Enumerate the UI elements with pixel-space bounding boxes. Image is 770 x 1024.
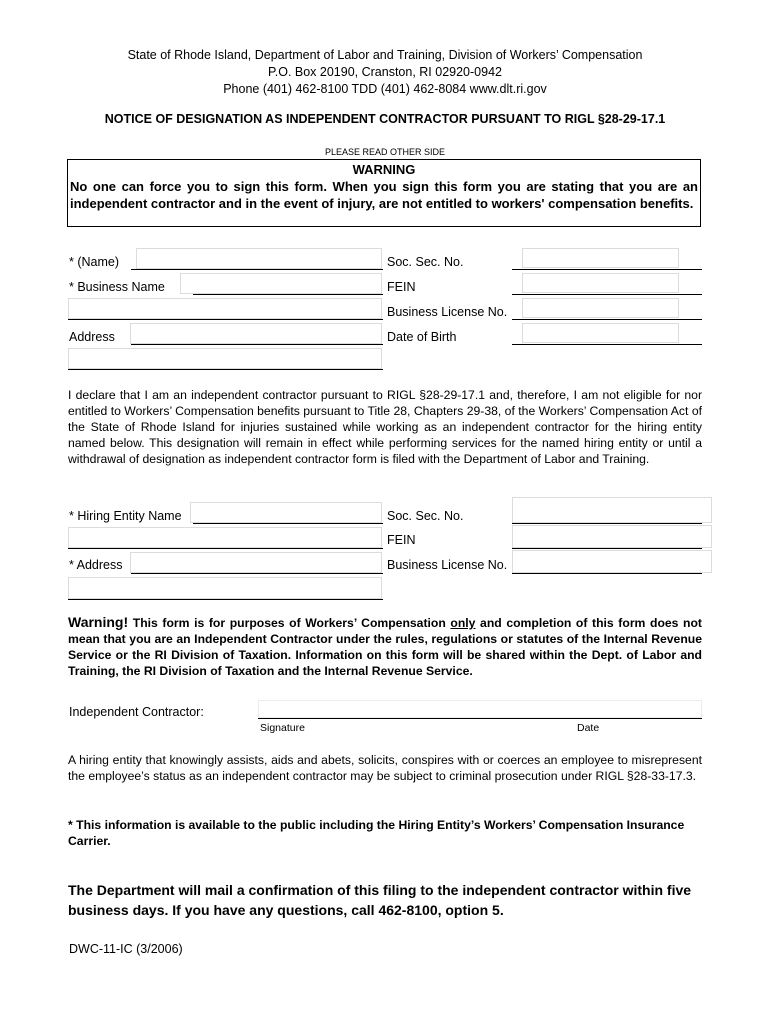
date-caption: Date — [577, 722, 600, 734]
hiring-address-input[interactable] — [130, 552, 382, 573]
agency-line: State of Rhode Island, Department of Labor and Training, Division of Workers’ Compensation — [127, 48, 643, 62]
ssn-label: Soc. Sec. No. — [387, 255, 464, 269]
warning-heading: WARNING — [352, 162, 416, 177]
address-line2-input[interactable] — [68, 348, 382, 369]
warning-text-b: and completion of this form does not mean that you are an Independent Contractor under the rules, regulations or statutes of the Internal Revenue Service or the RI Division of Taxation. Information on this form will be shared within the Dept. of Labor and Training, the RI Division of Taxation and the Internal Revenue Service. — [68, 616, 702, 678]
fein-underline — [512, 294, 702, 295]
business-name-line2-underline — [68, 319, 383, 320]
business-name-input[interactable] — [180, 273, 382, 294]
hiring-address-underline — [131, 573, 383, 574]
confirmation-notice: The Department will mail a confirmation of this filing to the independent contractor within five business days. If you have any questions, call 462-8100, option 5. — [68, 882, 692, 918]
hiring-fein-underline — [512, 548, 702, 549]
address-line: P.O. Box 20190, Cranston, RI 02920-0942 — [268, 65, 502, 79]
hiring-address-label: * Address — [69, 558, 123, 572]
warning-word: Warning! — [68, 614, 129, 630]
hiring-business-license-input[interactable] — [512, 550, 712, 573]
hiring-entity-name-label: * Hiring Entity Name — [69, 509, 182, 523]
hiring-business-license-underline — [512, 573, 702, 574]
hiring-ssn-label: Soc. Sec. No. — [387, 509, 464, 523]
name-underline — [131, 269, 383, 270]
business-license-input[interactable] — [522, 298, 679, 318]
ssn-underline — [512, 269, 702, 270]
business-name-line2-input[interactable] — [68, 298, 382, 319]
name-label: * (Name) — [69, 255, 120, 269]
form-number: DWC-11-IC (3/2006) — [69, 942, 183, 956]
address-label: Address — [69, 330, 115, 344]
address-line2-underline — [68, 369, 383, 370]
hiring-entity-line2-underline — [68, 548, 383, 549]
hiring-entity-name-input[interactable] — [190, 502, 382, 523]
hiring-ssn-underline — [512, 523, 702, 524]
form-title: NOTICE OF DESIGNATION AS INDEPENDENT CONTRACTOR PURSUANT TO RIGL §28-29-17.1 — [104, 112, 666, 126]
hiring-business-license-label: Business License No. — [387, 558, 508, 572]
signature-underline — [258, 718, 702, 719]
hiring-address-line2-underline — [68, 599, 383, 600]
declaration-paragraph: I declare that I am an independent contractor pursuant to RIGL §28-29-17.1 and, therefore, I am not eligible for nor entitled to Workers’ Compensation benefits pursuant to Title 28, Chapters 29-38, of the Workers’ Compensation Act of the State of Rhode Island for injuries sustained while working as an independent contractor for the hiring entity named below. This designation will remain in effect while performing services for the named hiring entity or until a withdrawal of designation as independent contractor form is filed with the Department of Labor and Training. — [68, 388, 702, 466]
dob-label: Date of Birth — [387, 330, 457, 344]
warning-text-a: This form is for purposes of Workers’ Compensation — [128, 616, 451, 630]
warning-only: only — [450, 616, 476, 630]
dob-input[interactable] — [522, 323, 679, 343]
business-name-label: * Business Name — [69, 280, 165, 294]
warning-text: No one can force you to sign this form. When you sign this form you are stating that you are an independent contractor and in the event of injury, are not entitled to workers' compensation benefits. — [70, 179, 698, 211]
public-info-note: * This information is available to the public including the Hiring Entity’s Workers’ Compensation Insurance Carrier. — [68, 818, 685, 848]
hiring-ssn-input[interactable] — [512, 497, 712, 523]
address-input[interactable] — [130, 323, 382, 344]
contact-line: Phone (401) 462-8100 TDD (401) 462-8084 www.dlt.ri.gov — [223, 82, 547, 96]
please-read-note: PLEASE READ OTHER SIDE — [324, 147, 446, 157]
hiring-fein-input[interactable] — [512, 525, 712, 548]
shared-info-warning — [68, 614, 702, 679]
signature-caption: Signature — [260, 722, 305, 734]
dob-underline — [512, 344, 702, 345]
name-input[interactable] — [136, 248, 382, 269]
independent-contractor-label: Independent Contractor: — [69, 705, 204, 719]
penalty-paragraph: A hiring entity that knowingly assists, aids and abets, solicits, conspires with or coerces an employee to misrepresent the employee’s status as an independent contractor may be subject to criminal prosecution under RIGL §28-33-17.3. — [68, 753, 702, 783]
hiring-entity-line2-input[interactable] — [68, 527, 382, 548]
signature-input[interactable] — [258, 700, 702, 718]
address-underline — [131, 344, 383, 345]
fein-label: FEIN — [387, 280, 416, 294]
hiring-entity-name-underline — [193, 523, 383, 524]
hiring-fein-label: FEIN — [387, 533, 416, 547]
ssn-input[interactable] — [522, 248, 679, 268]
hiring-address-line2-input[interactable] — [68, 577, 382, 599]
business-name-underline — [193, 294, 383, 295]
warning-box — [67, 159, 701, 227]
fein-input[interactable] — [522, 273, 679, 293]
business-license-underline — [512, 319, 702, 320]
business-license-label: Business License No. — [387, 305, 508, 319]
